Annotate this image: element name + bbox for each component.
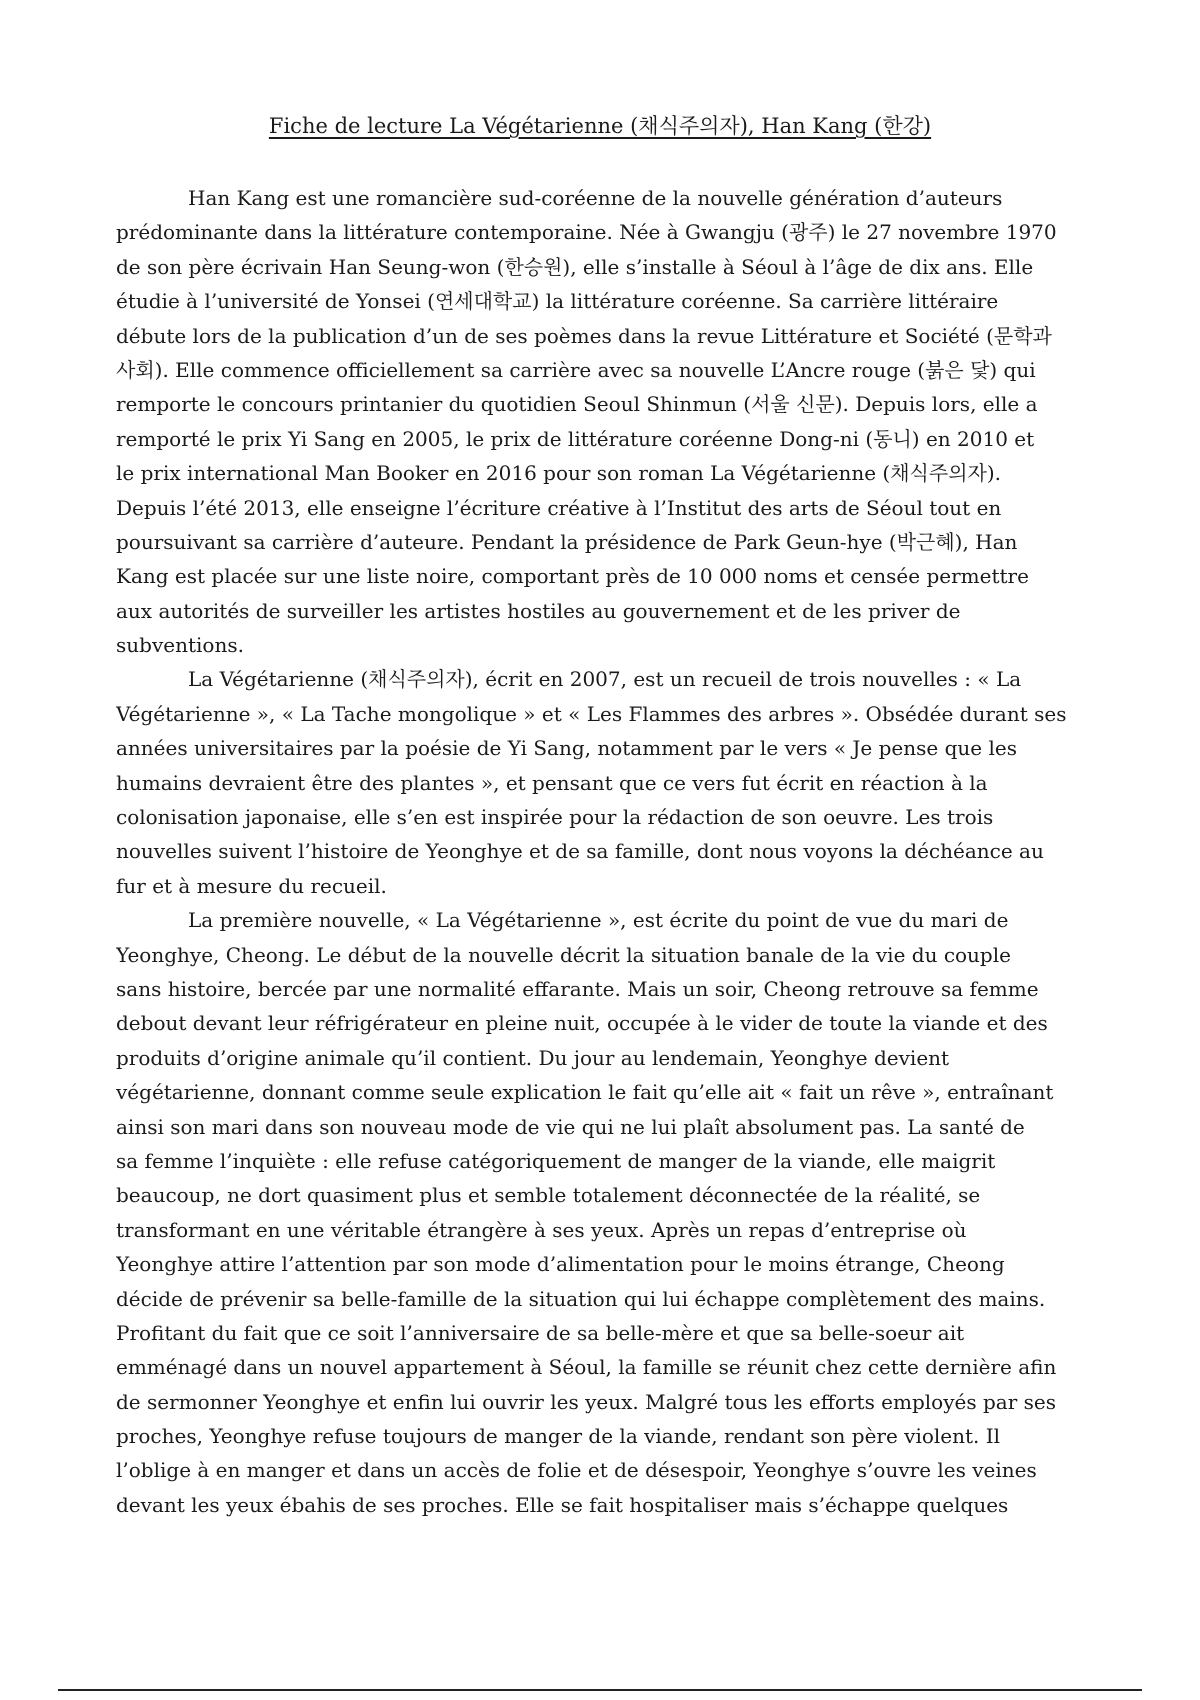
text-line: colonisation japonaise, elle s’en est inspirée pour la rédaction de son oeuvre. Les trois <box>116 805 994 830</box>
text-line: Profitant du fait que ce soit l’anniversaire de sa belle-mère et que sa belle-soeur ait <box>116 1320 965 1345</box>
text-line: sans histoire, bercée par une normalité effarante. Mais un soir, Cheong retrouve sa femme <box>116 976 1039 1001</box>
text-line: transformant en une véritable étrangère à ses yeux. Après un repas d’entreprise où <box>116 1217 967 1242</box>
footer-divider <box>58 1689 1142 1691</box>
text-line: étudie à l’université de Yonsei (연세대학교) la littérature coréenne. Sa carrière littéraire <box>116 289 999 314</box>
document-title: Fiche de lecture La Végétarienne (채식주의자), Han Kang (한강) <box>268 114 932 138</box>
text-line: ainsi son mari dans son nouveau mode de vie qui ne lui plaît absolument pas. La santé de <box>116 1114 1025 1139</box>
text-line: débute lors de la publication d’un de ses poèmes dans la revue Littérature et Société (문학과 <box>116 323 1052 348</box>
text-line: l’oblige à en manger et dans un accès de folie et de désespoir, Yeonghye s’ouvre les veines <box>116 1458 1037 1483</box>
text-line: Yeonghye attire l’attention par son mode d’alimentation pour le moins étrange, Cheong <box>116 1252 1005 1277</box>
text-line: le prix international Man Booker en 2016 pour son roman La Végétarienne (채식주의자). <box>116 461 1001 486</box>
text-line: Kang est placée sur une liste noire, comportant près de 10 000 noms et censée permettre <box>116 564 1029 589</box>
text-line: végétarienne, donnant comme seule explication le fait qu’elle ait « fait un rêve », entraînant <box>116 1080 1054 1105</box>
text-line: Végétarienne », « La Tache mongolique » et « Les Flammes des arbres ». Obsédée durant ses <box>116 701 1067 726</box>
text-line: produits d’origine animale qu’il contient. Du jour au lendemain, Yeonghye devient <box>116 1045 950 1070</box>
text-line: fur et à mesure du recueil. <box>116 873 387 898</box>
text-line: debout devant leur réfrigérateur en pleine nuit, occupée à le vider de toute la viande et des <box>116 1011 1048 1036</box>
text-line: devant les yeux ébahis de ses proches. Elle se fait hospitaliser mais s’échappe quelques <box>116 1492 1009 1517</box>
text-line: beaucoup, ne dort quasiment plus et semble totalement déconnectée de la réalité, se <box>116 1183 981 1208</box>
text-line: La Végétarienne (채식주의자), écrit en 2007, est un recueil de trois nouvelles : « La <box>188 667 1022 692</box>
text-line: poursuivant sa carrière d’auteure. Pendant la présidence de Park Geun-hye (박근혜), Han <box>116 529 1018 554</box>
document-body <box>116 181 1082 1522</box>
text-line: Yeonghye, Cheong. Le début de la nouvelle décrit la situation banale de la vie du couple <box>116 942 1011 967</box>
text-line: aux autorités de surveiller les artistes hostiles au gouvernement et de les priver de <box>116 598 961 623</box>
text-line: nouvelles suivent l’histoire de Yeonghye et de sa famille, dont nous voyons la déchéance au <box>116 839 1044 864</box>
text-line: La première nouvelle, « La Végétarienne », est écrite du point de vue du mari de <box>188 908 1009 933</box>
text-line: Depuis l’été 2013, elle enseigne l’écriture créative à l’Institut des arts de Séoul tout en <box>116 495 1002 520</box>
text-line: subventions. <box>116 633 244 658</box>
text-line: de son père écrivain Han Seung-won (한승원), elle s’installe à Séoul à l’âge de dix ans. Elle <box>116 254 1034 279</box>
text-line: décide de prévenir sa belle-famille de la situation qui lui échappe complètement des mains. <box>116 1286 1046 1311</box>
text-line: prédominante dans la littérature contemporaine. Née à Gwangju (광주) le 27 novembre 1970 <box>116 220 1057 245</box>
text-line: emménagé dans un nouvel appartement à Séoul, la famille se réunit chez cette dernière afin <box>116 1355 1057 1380</box>
text-line: années universitaires par la poésie de Yi Sang, notamment par le vers « Je pense que les <box>116 736 1017 761</box>
text-line: de sermonner Yeonghye et enfin lui ouvrir les yeux. Malgré tous les efforts employés par ses <box>116 1389 1056 1414</box>
text-line: humains devraient être des plantes », et pensant que ce vers fut écrit en réaction à la <box>116 770 988 795</box>
text-line: proches, Yeonghye refuse toujours de manger de la viande, rendant son père violent. Il <box>116 1424 1001 1449</box>
text-line: Han Kang est une romancière sud-coréenne de la nouvelle génération d’auteurs <box>188 186 1003 210</box>
text-line: 사회). Elle commence officiellement sa carrière avec sa nouvelle L’Ancre rouge (붉은 닻) qui <box>116 357 1036 382</box>
text-line: remporté le prix Yi Sang en 2005, le prix de littérature coréenne Dong-ni (동니) en 2010 et <box>116 426 1035 451</box>
text-line: sa femme l’inquiète : elle refuse catégoriquement de manger de la viande, elle maigrit <box>116 1148 996 1173</box>
text-line: remporte le concours printanier du quotidien Seoul Shinmun (서울 신문). Depuis lors, elle a <box>116 392 1038 417</box>
